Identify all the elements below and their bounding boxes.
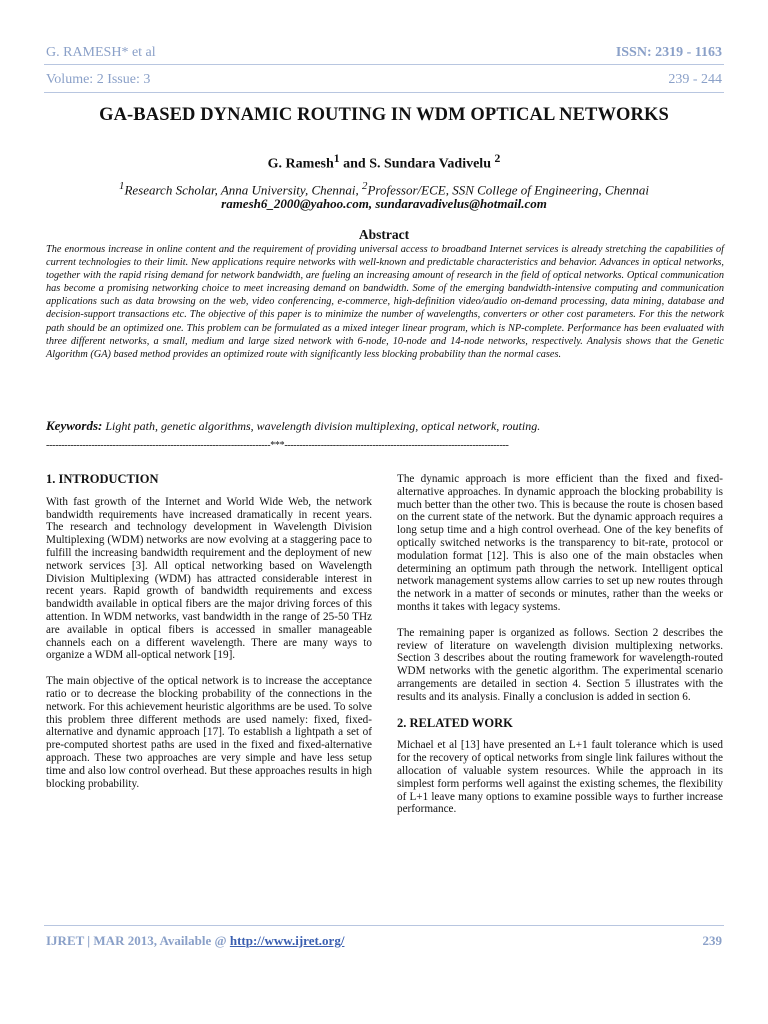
running-header-issn: ISSN: 2319 - 1163 — [615, 45, 722, 60]
affiliation-1-sup: 1 — [119, 180, 125, 192]
keywords-label: Keywords: — [46, 418, 103, 433]
footer-page-number: 239 — [702, 933, 722, 948]
footer-divider — [44, 925, 724, 926]
left-column — [46, 473, 372, 803]
author-1: G. Ramesh — [267, 156, 334, 172]
paper-title: GA-BASED DYNAMIC ROUTING IN WDM OPTICAL NETWORKS — [99, 105, 669, 125]
abstract-heading: Abstract — [358, 227, 410, 242]
section-heading-introduction: 1. INTRODUCTION — [46, 472, 159, 486]
header-divider-2 — [44, 92, 724, 93]
author-2: and S. Sundara Vadivelu — [339, 156, 495, 172]
running-header-volume: Volume: 2 Issue: 3 — [46, 72, 151, 87]
author-line — [0, 152, 768, 173]
intro-paragraph-2: The main objective of the optical network is to increase the acceptance ratio or to decrease the blocking probability of the connections in the network. For this achievement heuristic algorithms are be used. To solve this problem three different methods are used namely: fixed, fixed-alternative and dynamic approach [17]. To establish a lightpath a set of pre-computed shortest paths are used in the fixed and fixed-alternative approach. These two approaches are very simple and have less setup time and also low control overhead. But these approaches results in high blocking probability. — [46, 675, 372, 790]
affiliation-2: Professor/ECE, SSN College of Engineering, Chennai — [367, 182, 649, 198]
intro-paragraph-1: With fast growth of the Internet and World Wide Web, the network bandwidth requirements have increased dramatically in recent years. The research and technology development in Wavelength Division Multiplexing (WDM) networks are now evolving at a staggering pace to fulfill the increasing bandwidth requirement and the deployment of new network services [3]. All optical networking based on Wavelength Division Multiplexing (WDM) has attracted considerable interest in recent years. Rapid growth of bandwidth requirements and excess bandwidth available in optical fibers are the major driving forces of this attention. In WDM networks, vast bandwidth in the range of 25-50 THz are available in optical fibers is accessed in smaller manageable channels each on a different wavelength. There are many ways to organize a WDM all-optical network [19]. — [46, 495, 372, 662]
intro-paragraph-4: The remaining paper is organized as follows. Section 2 describes the review of literature on wavelength division multiplexing networks. Section 3 describes about the routing framework for wavelength-routed WDM networks with the genetic algorithm. The experimental scenario arrangements are detailed in section 4. Section 5 illustrates with the results and its analysis. Finally a conclusion is added in section 6. — [397, 626, 723, 703]
author-1-sup: 1 — [333, 152, 340, 165]
section-heading-related-work: 2. RELATED WORK — [397, 715, 513, 730]
right-column — [397, 473, 723, 829]
keywords — [46, 418, 724, 434]
abstract-text: The enormous increase in online content and the requirement of providing universal access to broadband Internet services is already stretching the capabilities of current technologies to their limit. New applications require networks with well-known and predictable characteristics and behavior. Advances in optical networks, together with the rapid rising demand for network bandwidth, are fueling an increasing amount of research in the field of optical networks. Optical communication has become a promising networking choice to meet increasing demand on bandwidth. Some of the emerging bandwidth-intensive computing and communication applications such as data browsing on the web, video conferencing, e-commerce, high-definition video/audio on-demand processing, data mining, database and decision-support transactions etc. The objective of this paper is to minimize the number of wavelengths, converters or other cost parameters. For this the network path should be an optimized one. This problem can be formulated as a mixed integer linear program, which is NP-complete. Performance has been evaluated with three different networks, a small, medium and large sized network with 6-node, 10-node and 14-node networks, respectively. Analysis shows that the Genetic Algorithm (GA) based method provides an optimized route with significantly less blocking probability than the normal cases. — [46, 244, 724, 360]
related-work-paragraph-1: Michael et al [13] have presented an L+1 fault tolerance which is used for the recovery of optical networks from single link failures without the allocation of valuable system resources. While the approach in its simplest form performs well against the existing schemes, the flexibility of L+1 leave many options to examine possible ways to further increase performance. — [397, 739, 723, 816]
footer-journal — [46, 933, 344, 949]
affiliation-1: Research Scholar, Anna University, Chennai, — [124, 182, 363, 198]
author-emails: ramesh6_2000@yahoo.com, sundaravadivelus@hotmail.com — [221, 196, 547, 211]
affiliation-2-sup: 2 — [362, 180, 368, 192]
footer-journal-text: IJRET | MAR 2013, Available @ — [46, 933, 230, 948]
header-divider — [44, 64, 724, 65]
running-header-pages: 239 - 244 — [668, 72, 722, 87]
author-2-sup: 2 — [494, 152, 501, 165]
footer-journal-link[interactable]: http://www.ijret.org/ — [229, 933, 345, 948]
intro-paragraph-3: The dynamic approach is more efficient than the fixed and fixed-alternative approaches. In dynamic approach the blocking probability is much better than the other two. This is because the route is chosen based on the current state of the network. But the dynamic approach requires a long setup time and a high control overhead. One of the key benefits of optically switched networks is the transparency to bit-rate, protocol or modulation format [12]. This is also one of the main obstacles when determining an optimum path through the network. Intelligent optical network management systems allow carries to set up new routes through the network in a matter of seconds or minutes, rather than the weeks or months it takes with legacy systems. — [397, 473, 723, 613]
section-separator: --------------------------------------------------------------------------***-------------------------------------------------------------------------- — [46, 440, 509, 451]
keywords-list: Light path, genetic algorithms, wavelength division multiplexing, optical network, routing. — [102, 419, 541, 433]
running-header-author: G. RAMESH* et al — [46, 45, 156, 60]
